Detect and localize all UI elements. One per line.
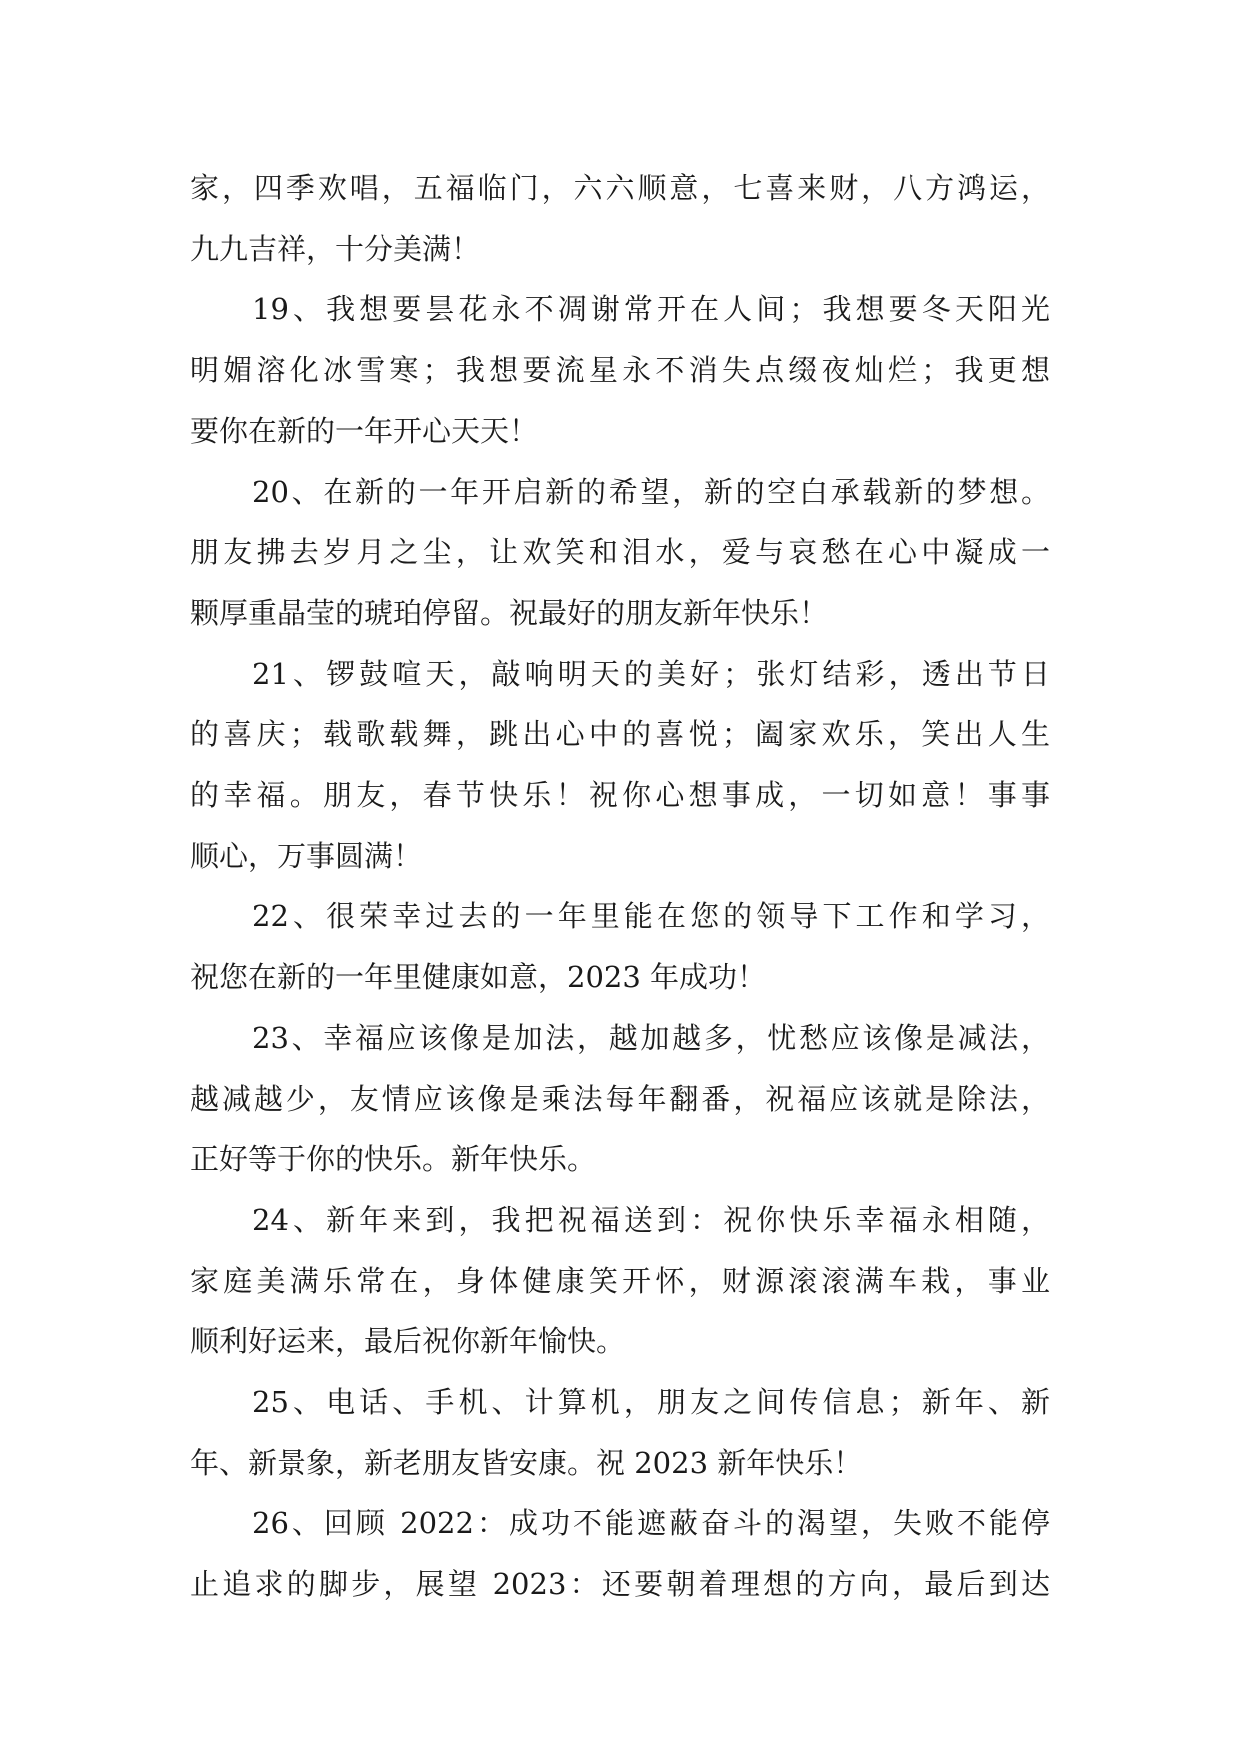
text-line: 26、回顾 2022：成功不能遮蔽奋斗的渴望，失败不能停 bbox=[252, 1506, 1050, 1540]
text-line: 要你在新的一年开心天天！ bbox=[190, 414, 539, 448]
text-line: 21、锣鼓喧天，敲响明天的美好；张灯结彩，透出节日 bbox=[252, 657, 1050, 691]
text-line: 的喜庆；载歌载舞，跳出心中的喜悦；阖家欢乐，笑出人生 bbox=[190, 717, 1050, 751]
text-line: 年、新景象，新老朋友皆安康。祝 2023 新年快乐！ bbox=[190, 1446, 863, 1480]
text-line: 25、电话、手机、计算机，朋友之间传信息；新年、新 bbox=[252, 1385, 1050, 1419]
text-line: 家庭美满乐常在，身体健康笑开怀，财源滚滚满车栽，事业 bbox=[190, 1264, 1050, 1298]
text-line: 九九吉祥，十分美满！ bbox=[190, 232, 481, 266]
text-line: 家，四季欢唱，五福临门，六六顺意，七喜来财，八方鸿运， bbox=[190, 171, 1050, 205]
text-line: 颗厚重晶莹的琥珀停留。祝最好的朋友新年快乐！ bbox=[190, 596, 829, 630]
text-line: 顺利好运来，最后祝你新年愉快。 bbox=[190, 1324, 626, 1358]
text-line: 祝您在新的一年里健康如意，2023 年成功！ bbox=[190, 960, 767, 994]
text-line: 19、我想要昙花永不凋谢常开在人间；我想要冬天阳光 bbox=[252, 292, 1050, 326]
text-line: 止追求的脚步，展望 2023：还要朝着理想的方向，最后到达 bbox=[190, 1567, 1050, 1601]
text-line: 明媚溶化冰雪寒；我想要流星永不消失点缀夜灿烂；我更想 bbox=[190, 353, 1050, 387]
text-line: 24、新年来到，我把祝福送到：祝你快乐幸福永相随， bbox=[252, 1203, 1050, 1237]
text-line: 23、幸福应该像是加法，越加越多，忧愁应该像是减法， bbox=[252, 1021, 1050, 1055]
text-line: 的幸福。朋友，春节快乐！祝你心想事成，一切如意！事事 bbox=[190, 778, 1050, 812]
text-line: 越减越少，友情应该像是乘法每年翻番，祝福应该就是除法， bbox=[190, 1082, 1050, 1116]
text-line: 朋友拂去岁月之尘，让欢笑和泪水，爱与哀愁在心中凝成一 bbox=[190, 535, 1050, 569]
text-line: 20、在新的一年开启新的希望，新的空白承载新的梦想。 bbox=[252, 475, 1050, 509]
text-line: 顺心，万事圆满！ bbox=[190, 839, 423, 873]
text-line: 正好等于你的快乐。新年快乐。 bbox=[190, 1142, 597, 1176]
text-line: 22、很荣幸过去的一年里能在您的领导下工作和学习， bbox=[252, 899, 1050, 933]
